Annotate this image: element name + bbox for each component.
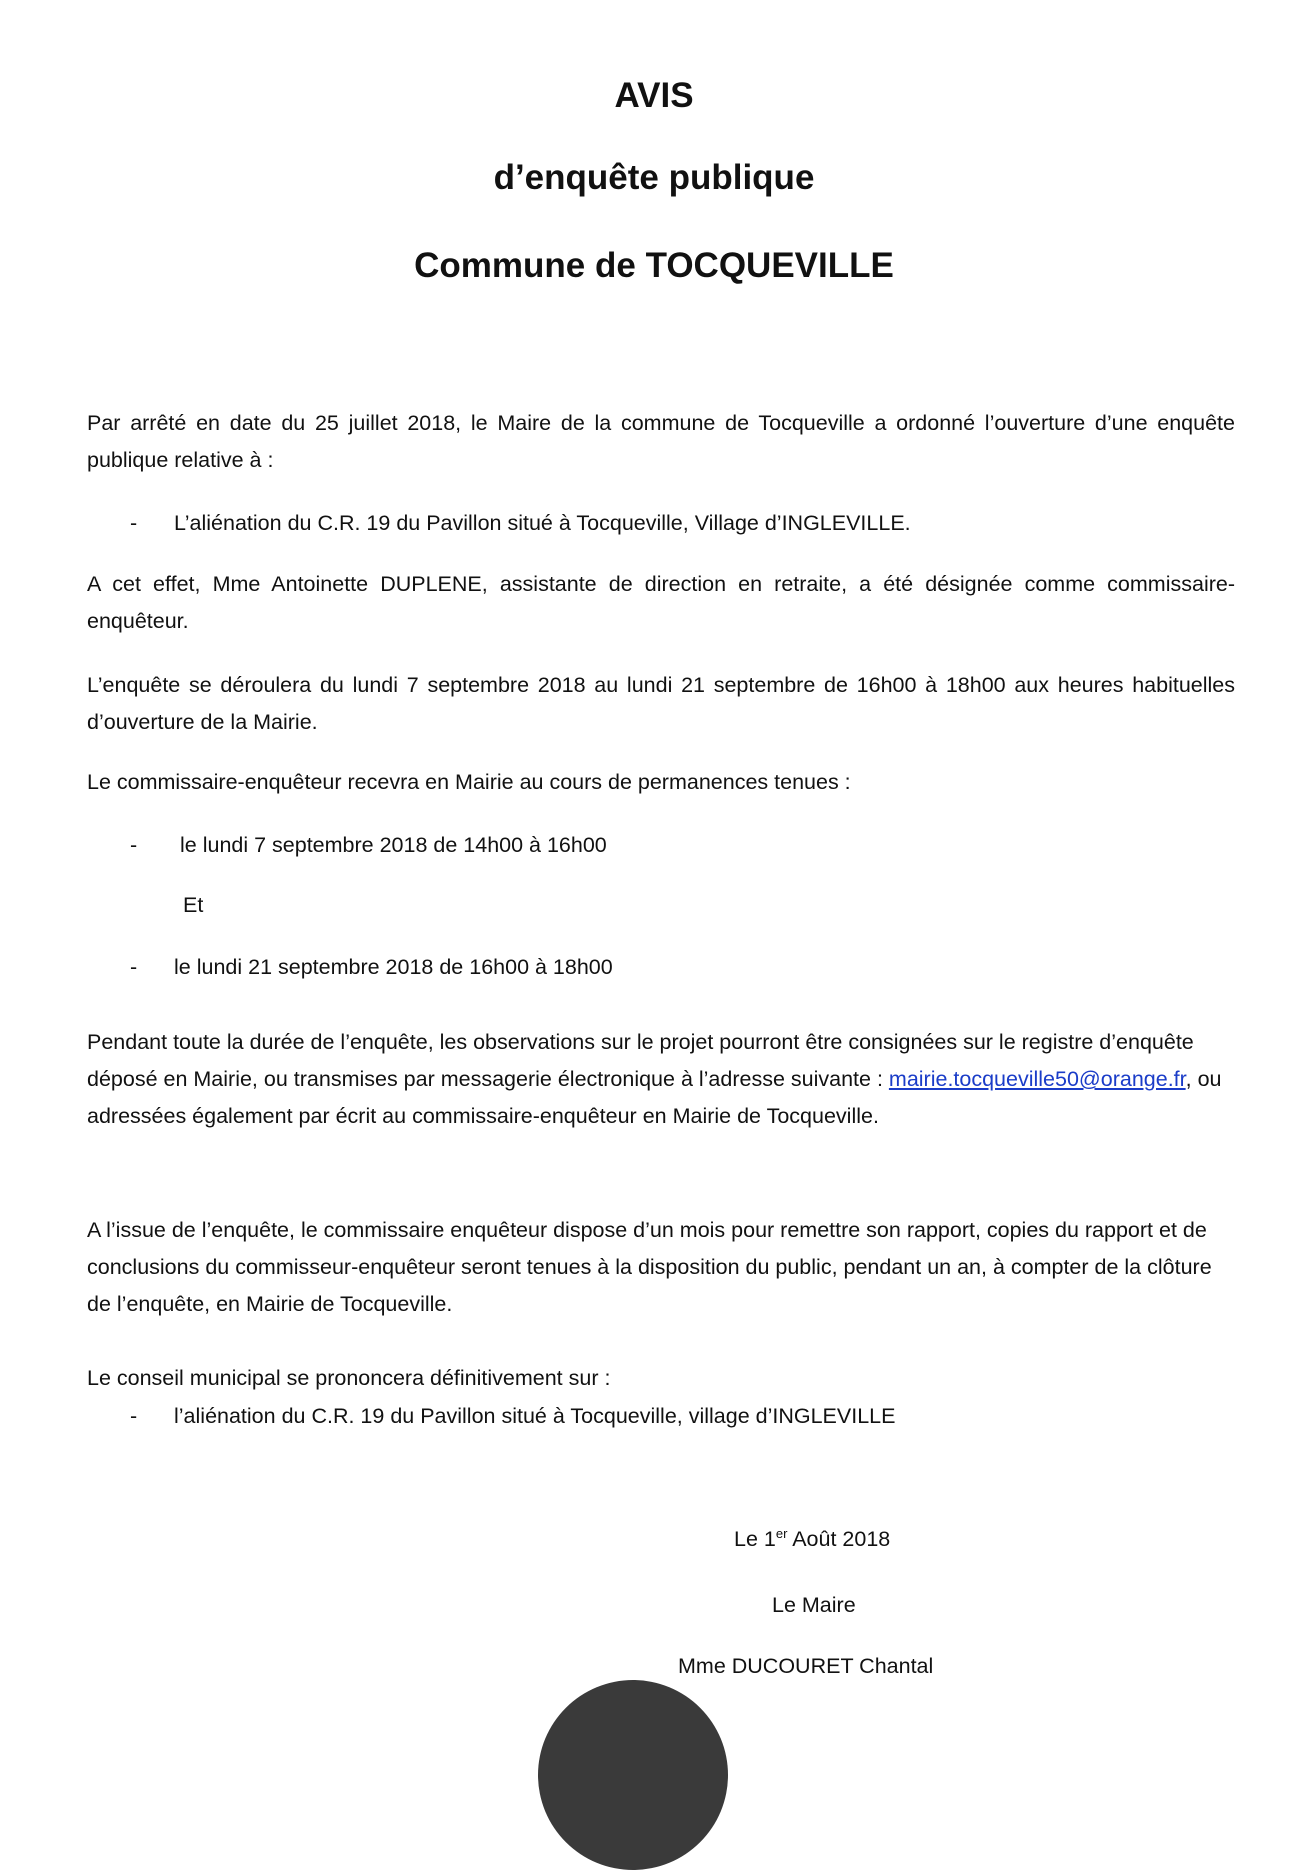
- object-item: L’aliénation du C.R. 19 du Pavillon situé à Tocqueville, Village d’INGLEVILLE.: [174, 511, 911, 535]
- report-paragraph: A l’issue de l’enquête, le commissaire enquêteur dispose d’un mois pour remettre son rapport, copies du rapport et de conclusions du commisseur-enquêteur seront tenues à la disposition du public, pendant un an, à compter de la clôture de l’enquête, en Mairie de Tocqueville.: [87, 1218, 1212, 1316]
- notice-subtitle: d’enquête publique: [493, 158, 815, 197]
- bullet-dash: -: [130, 511, 138, 535]
- signature-name: Mme DUCOURET Chantal: [678, 1654, 934, 1678]
- date-superscript: er: [775, 1525, 788, 1541]
- permanence-item-2: le lundi 21 septembre 2018 de 16h00 à 18h00: [174, 955, 613, 979]
- observations-paragraph: [87, 1024, 1235, 1135]
- observations-text: Pendant toute la durée de l’enquête, les observations sur le projet pourront être consignées sur le registre d’enquête déposé en Mairie, ou transmises par messagerie électronique à l’adresse suivante :: [87, 1030, 1194, 1091]
- intro-paragraph: Par arrêté en date du 25 juillet 2018, le Maire de la commune de Tocqueville a ordonné l’ouverture d’une enquête publique relative à :: [87, 411, 1235, 472]
- permanence-connector: Et: [183, 893, 204, 917]
- council-intro: Le conseil municipal se prononcera définitivement sur :: [87, 1366, 611, 1390]
- permanence-item-1: le lundi 7 septembre 2018 de 14h00 à 16h00: [180, 833, 607, 857]
- signature-date: Le 1er Août 2018: [734, 1525, 891, 1551]
- council-item: l’aliénation du C.R. 19 du Pavillon situé à Tocqueville, village d’INGLEVILLE: [174, 1404, 896, 1428]
- email-link[interactable]: mairie.tocqueville50@orange.fr: [888, 1067, 1186, 1091]
- bullet-dash: -: [130, 1404, 138, 1428]
- notice-title: AVIS: [614, 76, 694, 115]
- permanences-intro: Le commissaire-enquêteur recevra en Mairie au cours de permanences tenues :: [87, 770, 851, 794]
- commissioner-paragraph: A cet effet, Mme Antoinette DUPLENE, assistante de direction en retraite, a été désignée comme commissaire-enquêteur.: [87, 572, 1235, 633]
- observations-text-end: , ou adressées également par écrit au commissaire-enquêteur en Mairie de Tocqueville.: [87, 1067, 1222, 1128]
- bullet-dash: -: [130, 833, 138, 857]
- signature-role: Le Maire: [772, 1593, 856, 1617]
- floating-action-button[interactable]: [538, 1680, 728, 1870]
- schedule-paragraph: L’enquête se déroulera du lundi 7 septembre 2018 au lundi 21 septembre de 16h00 à 18h00 aux heures habituelles d’ouverture de la Mairie.: [87, 673, 1235, 734]
- commune-title: Commune de TOCQUEVILLE: [414, 246, 894, 285]
- bullet-dash: -: [130, 955, 138, 979]
